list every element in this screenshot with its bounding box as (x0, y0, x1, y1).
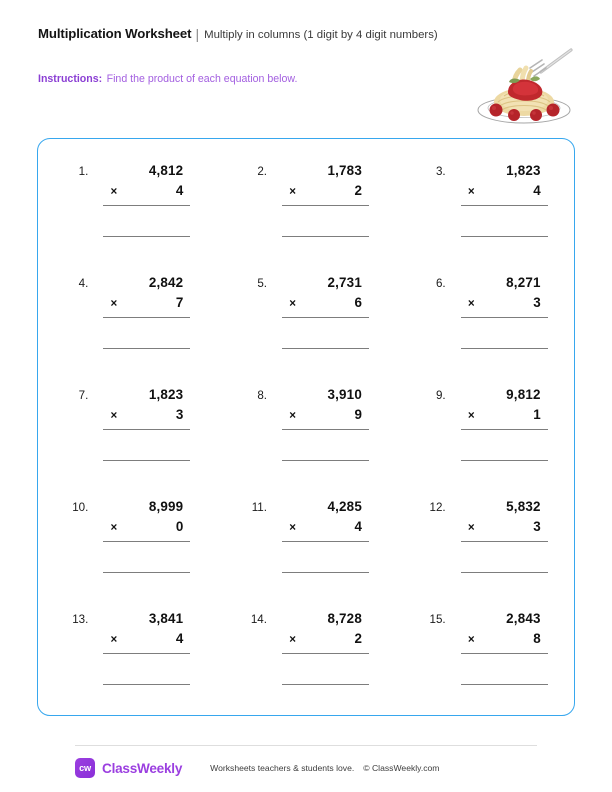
problem-number: 9. (435, 389, 446, 402)
problem-number: 12. (429, 501, 446, 514)
answer-rule-line (103, 684, 190, 685)
brand-name: ClassWeekly (102, 760, 183, 776)
multiplier: 2 (354, 631, 362, 646)
multiply-icon: × (289, 409, 296, 422)
problem-body (63, 611, 191, 685)
problem-top-row (63, 387, 191, 407)
page-title-subtitle: Multiply in columns (1 digit by 4 digit numbers) (204, 29, 438, 41)
problem-top-row (242, 499, 370, 519)
problem-bottom-row (421, 631, 549, 653)
multiply-icon: × (110, 633, 118, 646)
problem-item (38, 163, 217, 275)
multiplier: 3 (533, 295, 541, 310)
problem-number: 10. (72, 501, 89, 514)
multiply-icon: × (289, 185, 296, 198)
problem-bottom-row (63, 295, 191, 317)
problem-bottom-row (63, 519, 191, 541)
problem-top-row (242, 387, 370, 407)
problem-item (38, 275, 217, 387)
problem-top-row (242, 611, 370, 631)
problem-number: 5. (257, 277, 267, 290)
problem-item (395, 499, 574, 611)
problem-bottom-row (242, 295, 370, 317)
problem-body (63, 163, 191, 237)
problem-top-row (421, 611, 549, 631)
problem-number: 4. (78, 277, 89, 290)
problem-number: 6. (435, 277, 446, 290)
answer-blank[interactable] (63, 318, 191, 348)
multiplicand: 3,910 (327, 387, 362, 402)
problems-container (37, 138, 575, 716)
problem-number: 7. (78, 389, 89, 402)
multiplicand: 1,783 (327, 163, 362, 178)
problem-top-row (242, 163, 370, 183)
multiply-icon: × (110, 185, 118, 198)
problem-body (242, 387, 370, 461)
problem-body (421, 499, 549, 573)
answer-blank[interactable] (421, 654, 549, 684)
multiplicand: 3,841 (148, 611, 184, 626)
problem-bottom-row (421, 519, 549, 541)
multiplier: 1 (533, 407, 541, 422)
problem-body (242, 499, 370, 573)
problem-top-row (242, 275, 370, 295)
multiplier: 0 (175, 519, 184, 534)
footer-tagline: Worksheets teachers & students love. (210, 763, 355, 773)
problem-bottom-row (242, 407, 370, 429)
problem-bottom-row (63, 631, 191, 653)
answer-rule-line (103, 236, 190, 237)
multiplicand: 4,812 (148, 163, 184, 178)
answer-rule-line (461, 348, 548, 349)
page-title (38, 26, 538, 42)
multiply-icon: × (289, 521, 296, 534)
answer-rule-line (461, 460, 548, 461)
problem-item (217, 499, 396, 611)
multiply-icon: × (110, 297, 118, 310)
multiplier: 3 (533, 519, 541, 534)
multiplicand: 2,731 (327, 275, 362, 290)
classweekly-logo-icon: cw (75, 758, 95, 778)
problem-number: 13. (72, 613, 89, 626)
answer-blank[interactable] (63, 542, 191, 572)
multiplier: 7 (175, 295, 184, 310)
answer-blank[interactable] (242, 542, 370, 572)
multiply-icon: × (110, 409, 118, 422)
footer-copyright: © ClassWeekly.com (363, 763, 440, 773)
multiply-icon: × (110, 521, 118, 534)
problem-top-row (421, 163, 549, 183)
problem-number: 3. (435, 165, 446, 178)
problem-number: 11. (251, 501, 267, 514)
multiplicand: 8,999 (148, 499, 184, 514)
answer-blank[interactable] (63, 430, 191, 460)
problem-item (217, 387, 396, 499)
answer-blank[interactable] (242, 654, 370, 684)
multiply-icon: × (467, 297, 475, 310)
instructions-label: Instructions: (38, 73, 103, 85)
title-separator: | (195, 26, 200, 42)
multiplicand: 4,285 (327, 499, 362, 514)
problem-body (242, 275, 370, 349)
answer-rule-line (282, 236, 369, 237)
problem-bottom-row (242, 519, 370, 541)
problem-body (421, 275, 549, 349)
problem-top-row (63, 611, 191, 631)
problem-number: 14. (250, 613, 267, 626)
problem-bottom-row (242, 631, 370, 653)
answer-rule-line (103, 348, 190, 349)
problem-body (421, 611, 549, 685)
multiply-icon: × (289, 633, 296, 646)
answer-blank[interactable] (421, 430, 549, 460)
multiply-icon: × (467, 185, 475, 198)
problem-top-row (63, 499, 191, 519)
answer-rule-line (103, 572, 190, 573)
problems-grid (38, 163, 574, 723)
answer-rule-line (461, 572, 548, 573)
instructions-line (38, 70, 297, 86)
answer-rule-line (282, 684, 369, 685)
problem-top-row (421, 275, 549, 295)
problem-item (217, 611, 396, 723)
multiplicand: 2,843 (506, 611, 541, 626)
multiplier: 3 (175, 407, 184, 422)
problem-item (38, 611, 217, 723)
problem-number: 15. (429, 613, 446, 626)
problem-bottom-row (63, 183, 191, 205)
multiply-icon: × (467, 633, 475, 646)
multiply-icon: × (289, 297, 296, 310)
multiplier: 9 (354, 407, 362, 422)
problem-body (63, 499, 191, 573)
problem-number: 2. (257, 165, 267, 178)
problem-bottom-row (63, 407, 191, 429)
answer-rule-line (282, 572, 369, 573)
answer-blank[interactable] (242, 206, 370, 236)
multiplicand: 9,812 (506, 387, 541, 402)
multiply-icon: × (467, 409, 475, 422)
problem-body (63, 275, 191, 349)
multiplier: 4 (354, 519, 362, 534)
answer-blank[interactable] (421, 206, 549, 236)
multiplicand: 1,823 (148, 387, 184, 402)
multiplicand: 1,823 (506, 163, 541, 178)
problem-body (63, 387, 191, 461)
multiply-icon: × (467, 521, 475, 534)
problem-number: 1. (78, 165, 89, 178)
problem-body (242, 611, 370, 685)
problem-item (38, 499, 217, 611)
problem-item (395, 387, 574, 499)
multiplier: 2 (354, 183, 362, 198)
multiplicand: 8,271 (506, 275, 541, 290)
multiplier: 8 (533, 631, 541, 646)
multiplier: 4 (175, 183, 184, 198)
problem-top-row (63, 275, 191, 295)
problem-top-row (421, 387, 549, 407)
instructions-text: Find the product of each equation below. (106, 73, 298, 85)
problem-body (242, 163, 370, 237)
problem-item (395, 275, 574, 387)
multiplicand: 8,728 (327, 611, 362, 626)
worksheet-header (38, 26, 538, 42)
footer (75, 755, 545, 781)
problem-bottom-row (421, 183, 549, 205)
problem-number: 8. (257, 389, 267, 402)
footer-divider (75, 745, 537, 746)
problem-bottom-row (242, 183, 370, 205)
spaghetti-plate-icon (468, 44, 580, 128)
problem-item (38, 387, 217, 499)
problem-top-row (63, 163, 191, 183)
problem-top-row (421, 499, 549, 519)
page-title-main: Multiplication Worksheet (38, 26, 192, 41)
problem-item (395, 611, 574, 723)
answer-rule-line (103, 460, 190, 461)
answer-blank[interactable] (242, 318, 370, 348)
multiplicand: 2,842 (148, 275, 184, 290)
answer-rule-line (461, 684, 548, 685)
answer-blank[interactable] (242, 430, 370, 460)
answer-blank[interactable] (421, 542, 549, 572)
answer-rule-line (461, 236, 548, 237)
problem-bottom-row (421, 295, 549, 317)
answer-blank[interactable] (63, 206, 191, 236)
problem-body (421, 387, 549, 461)
problem-item (217, 275, 396, 387)
problem-item (395, 163, 574, 275)
problem-body (421, 163, 549, 237)
problem-bottom-row (421, 407, 549, 429)
answer-blank[interactable] (421, 318, 549, 348)
multiplier: 4 (533, 183, 541, 198)
multiplier: 6 (354, 295, 362, 310)
problem-item (217, 163, 396, 275)
answer-rule-line (282, 460, 369, 461)
multiplicand: 5,832 (506, 499, 541, 514)
answer-rule-line (282, 348, 369, 349)
multiplier: 4 (175, 631, 184, 646)
answer-blank[interactable] (63, 654, 191, 684)
